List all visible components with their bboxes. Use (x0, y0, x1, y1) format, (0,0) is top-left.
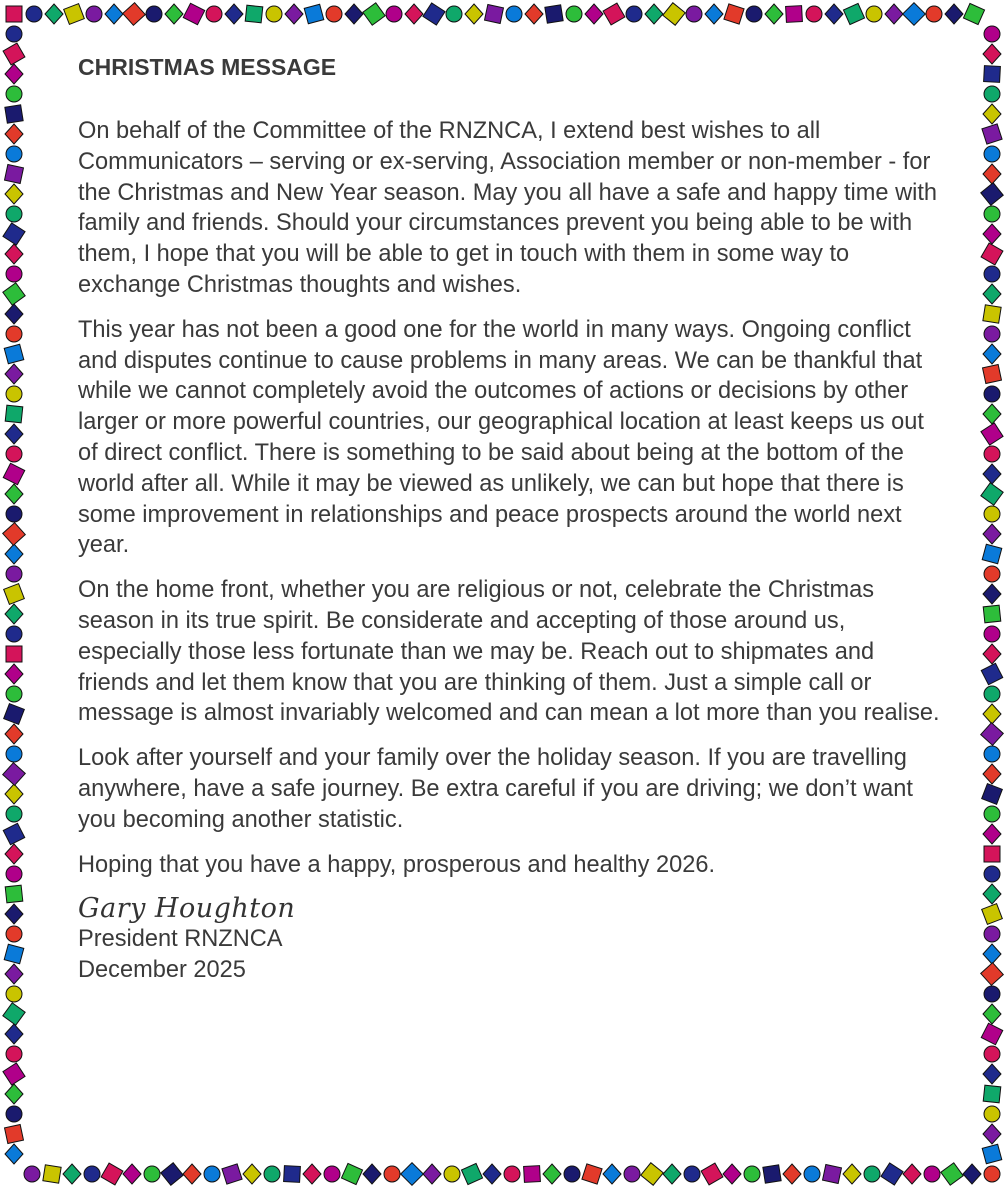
border-bead (983, 365, 1002, 384)
border-bead (746, 6, 762, 22)
border-bead (843, 1164, 861, 1184)
border-bead (6, 266, 22, 282)
border-bead (983, 764, 1001, 784)
border-bead (3, 523, 26, 546)
border-bead (984, 1046, 1000, 1062)
border-bead (981, 723, 1004, 746)
border-bead (603, 3, 625, 25)
border-bead (266, 6, 282, 22)
border-bead (641, 1163, 664, 1186)
border-bead (3, 223, 25, 245)
border-bead (5, 844, 23, 864)
signature: Gary Houghton (78, 893, 296, 925)
border-bead (345, 4, 363, 24)
border-bead (5, 724, 23, 744)
border-bead (983, 644, 1001, 664)
border-bead (903, 3, 926, 26)
border-bead (984, 326, 1000, 342)
border-bead (984, 986, 1000, 1002)
border-bead (461, 1163, 482, 1184)
border-bead (983, 464, 1001, 484)
border-bead (705, 4, 723, 24)
border-bead (981, 183, 1004, 206)
border-bead (983, 164, 1001, 184)
border-bead (983, 284, 1001, 304)
border-bead (324, 1166, 340, 1182)
border-bead (24, 1166, 40, 1182)
border-bead (3, 1063, 25, 1085)
border-bead (686, 6, 702, 22)
border-bead (5, 184, 23, 204)
border-bead (984, 926, 1000, 942)
border-bead (843, 3, 864, 24)
border-bead (984, 206, 1000, 222)
border-bead (5, 544, 23, 564)
border-bead (984, 746, 1000, 762)
border-bead (524, 1166, 541, 1183)
border-bead (626, 6, 642, 22)
border-bead (983, 584, 1001, 604)
letter-date: December 2025 (78, 956, 246, 983)
border-bead (3, 283, 25, 305)
border-bead (6, 386, 22, 402)
border-bead (763, 1165, 781, 1183)
border-bead (4, 584, 25, 605)
border-bead (963, 3, 984, 24)
border-bead (6, 26, 22, 42)
border-bead (982, 904, 1003, 925)
border-bead (6, 686, 22, 702)
border-bead (5, 1125, 24, 1144)
border-bead (885, 4, 903, 24)
paragraph-2: This year has not been a good one for the world in many ways. Ongoing conflict and disputes continue to cause problems in many areas. We can be thankful that while we cannot completely avoid the outcomes of actions or decisions by other larger or more powerful countries, our geographical location at least keeps us out of direct conflict. There is something to be said about being at the bottom of the world after all. While it may be viewed as unlikely, we can but hope that there is some improvement in relationships and peace prospects around the world next year. (78, 316, 924, 559)
border-bead (6, 146, 22, 162)
border-bead (161, 1163, 184, 1186)
border-bead (981, 963, 1004, 986)
border-bead (984, 1106, 1000, 1122)
border-bead (981, 243, 1003, 265)
border-bead (5, 364, 23, 384)
border-bead (765, 4, 783, 24)
border-bead (984, 446, 1000, 462)
border-bead (663, 1164, 681, 1184)
border-bead (701, 1163, 723, 1185)
border-bead (5, 424, 23, 444)
border-bead (3, 43, 25, 65)
border-bead (982, 544, 1002, 564)
border-bead (206, 6, 222, 22)
border-bead (984, 1166, 1000, 1182)
border-bead (5, 105, 23, 123)
border-bead (984, 26, 1000, 42)
border-bead (183, 3, 205, 25)
paragraph-4: Look after yourself and your family over the holiday season. If you are travelling anywhere, have a safe journey. Be extra careful if you are driving; we don’t want you becoming another statistic. (78, 745, 913, 833)
border-bead (483, 1164, 501, 1184)
paragraph-1: On behalf of the Committee of the RNZNCA, I extend best wishes to all Communicators – serving or ex-serving, Association member or non-member - for the Christmas and New Year season. May you all have a safe and happy time with family and friends. Should your circumstances prevent you being able to be with them, I hope that you will be able to get in touch with them in some way to exchange Christmas thoughts and wishes. (78, 118, 938, 298)
border-bead (204, 1166, 220, 1182)
border-bead (786, 6, 803, 23)
border-bead (3, 1003, 25, 1025)
border-bead (326, 6, 342, 22)
border-bead (363, 1164, 381, 1184)
border-bead (984, 386, 1000, 402)
border-bead (806, 6, 822, 22)
border-bead (146, 6, 162, 22)
border-bead (5, 1144, 23, 1164)
border-bead (6, 986, 22, 1002)
border-bead (983, 824, 1001, 844)
border-bead (485, 5, 504, 24)
border-bead (564, 1166, 580, 1182)
border-bead (983, 605, 1001, 623)
border-bead (384, 1166, 400, 1182)
border-bead (6, 566, 22, 582)
border-bead (983, 224, 1001, 244)
border-bead (981, 423, 1003, 445)
border-bead (864, 1166, 880, 1182)
border-bead (6, 926, 22, 942)
border-bead (582, 1164, 602, 1184)
border-bead (5, 784, 23, 804)
border-bead (5, 244, 23, 264)
border-bead (26, 6, 42, 22)
border-bead (165, 4, 183, 24)
border-bead (3, 823, 25, 845)
border-bead (945, 4, 963, 24)
border-bead (405, 4, 423, 24)
border-bead (603, 1164, 621, 1184)
border-bead (444, 1166, 460, 1182)
border-bead (983, 44, 1001, 64)
border-bead (45, 4, 63, 24)
border-bead (804, 1166, 820, 1182)
border-bead (984, 806, 1000, 822)
border-bead (981, 663, 1003, 685)
border-bead (86, 6, 102, 22)
border-bead (285, 4, 303, 24)
border-bead (6, 506, 22, 522)
border-bead (5, 964, 23, 984)
border-bead (926, 6, 942, 22)
border-bead (984, 266, 1000, 282)
border-bead (866, 6, 882, 22)
border-bead (566, 6, 582, 22)
border-bead (123, 3, 146, 26)
border-bead (983, 344, 1001, 364)
border-bead (225, 4, 243, 24)
border-bead (5, 664, 23, 684)
border-bead (303, 1164, 321, 1184)
border-bead (984, 566, 1000, 582)
border-bead (6, 1106, 22, 1122)
border-bead (983, 305, 1001, 323)
border-bead (825, 4, 843, 24)
border-bead (983, 524, 1001, 544)
border-bead (4, 944, 24, 964)
border-bead (304, 4, 324, 24)
border-bead (983, 104, 1001, 124)
border-bead (823, 1165, 842, 1184)
border-bead (983, 1124, 1001, 1144)
border-bead (341, 1163, 362, 1184)
border-bead (5, 904, 23, 924)
border-bead (982, 124, 1002, 144)
border-bead (3, 763, 26, 786)
border-bead (924, 1166, 940, 1182)
border-bead (3, 463, 25, 485)
border-bead (983, 1085, 1001, 1103)
border-bead (5, 484, 23, 504)
border-bead (545, 5, 563, 23)
border-bead (984, 146, 1000, 162)
border-bead (264, 1166, 280, 1182)
border-bead (981, 483, 1003, 505)
border-bead (983, 1004, 1001, 1024)
border-bead (245, 5, 263, 23)
border-bead (222, 1164, 242, 1184)
border-bead (723, 1164, 741, 1184)
border-bead (105, 4, 123, 24)
border-bead (6, 646, 22, 662)
border-bead (63, 1164, 81, 1184)
border-bead (525, 4, 543, 24)
paragraph-3: On the home front, whether you are religious or not, celebrate the Christmas season in its true spirit. Be considerate and accepting of those around us, especially those less fortunate than we may be. Reach out to shipmates and friends and let them know that you are thinking of them. Just a simple call or message is almost invariably welcomed and can mean a lot more than you realise. (78, 577, 940, 727)
border-bead (624, 1166, 640, 1182)
border-bead (423, 1164, 441, 1184)
border-bead (744, 1166, 760, 1182)
border-bead (645, 4, 663, 24)
border-bead (6, 626, 22, 642)
border-bead (983, 884, 1001, 904)
border-bead (6, 206, 22, 222)
border-bead (6, 1046, 22, 1062)
border-bead (984, 686, 1000, 702)
border-bead (6, 6, 22, 22)
border-bead (585, 4, 603, 24)
border-bead (684, 1166, 700, 1182)
paragraph-5: Hoping that you have a happy, prosperous and healthy 2026. (78, 851, 716, 878)
border-bead (504, 1166, 520, 1182)
border-bead (984, 846, 1000, 862)
border-bead (983, 1064, 1001, 1084)
border-bead (144, 1166, 160, 1182)
border-bead (64, 4, 85, 25)
border-bead (6, 86, 22, 102)
border-bead (543, 1164, 561, 1184)
border-bead (183, 1164, 201, 1184)
border-bead (5, 64, 23, 84)
border-bead (506, 6, 522, 22)
border-bead (5, 304, 23, 324)
border-bead (5, 1024, 23, 1044)
border-bead (981, 1023, 1003, 1045)
border-bead (663, 3, 686, 26)
border-bead (5, 604, 23, 624)
border-bead (6, 446, 22, 462)
border-bead (386, 6, 402, 22)
border-bead (123, 1164, 141, 1184)
border-bead (984, 86, 1000, 102)
border-bead (724, 4, 744, 24)
border-bead (284, 1166, 301, 1183)
border-bead (903, 1164, 921, 1184)
border-bead (983, 944, 1001, 964)
border-bead (6, 806, 22, 822)
border-bead (984, 506, 1000, 522)
christmas-letter (78, 52, 948, 985)
border-bead (6, 326, 22, 342)
border-bead (984, 866, 1000, 882)
border-bead (446, 6, 462, 22)
border-bead (982, 784, 1003, 805)
border-bead (465, 4, 483, 24)
border-bead (243, 1164, 261, 1184)
border-bead (5, 124, 23, 144)
border-bead (983, 704, 1001, 724)
border-bead (4, 704, 25, 725)
border-bead (4, 344, 24, 364)
border-bead (401, 1163, 424, 1186)
border-bead (6, 746, 22, 762)
border-bead (84, 1166, 100, 1182)
border-bead (423, 3, 445, 25)
letter-title: CHRISTMAS MESSAGE (78, 54, 337, 80)
border-bead (5, 405, 23, 423)
border-bead (5, 1084, 23, 1104)
border-bead (983, 404, 1001, 424)
border-bead (5, 885, 23, 903)
border-bead (43, 1165, 61, 1183)
border-bead (363, 3, 385, 25)
signatory-position: President RNZNCA (78, 926, 283, 953)
border-bead (941, 1163, 963, 1185)
border-bead (783, 1164, 801, 1184)
border-bead (101, 1163, 123, 1185)
border-bead (6, 866, 22, 882)
border-bead (963, 1164, 981, 1184)
border-bead (881, 1163, 903, 1185)
border-bead (984, 626, 1000, 642)
border-bead (982, 1144, 1002, 1164)
border-bead (5, 165, 24, 184)
border-bead (984, 66, 1001, 83)
